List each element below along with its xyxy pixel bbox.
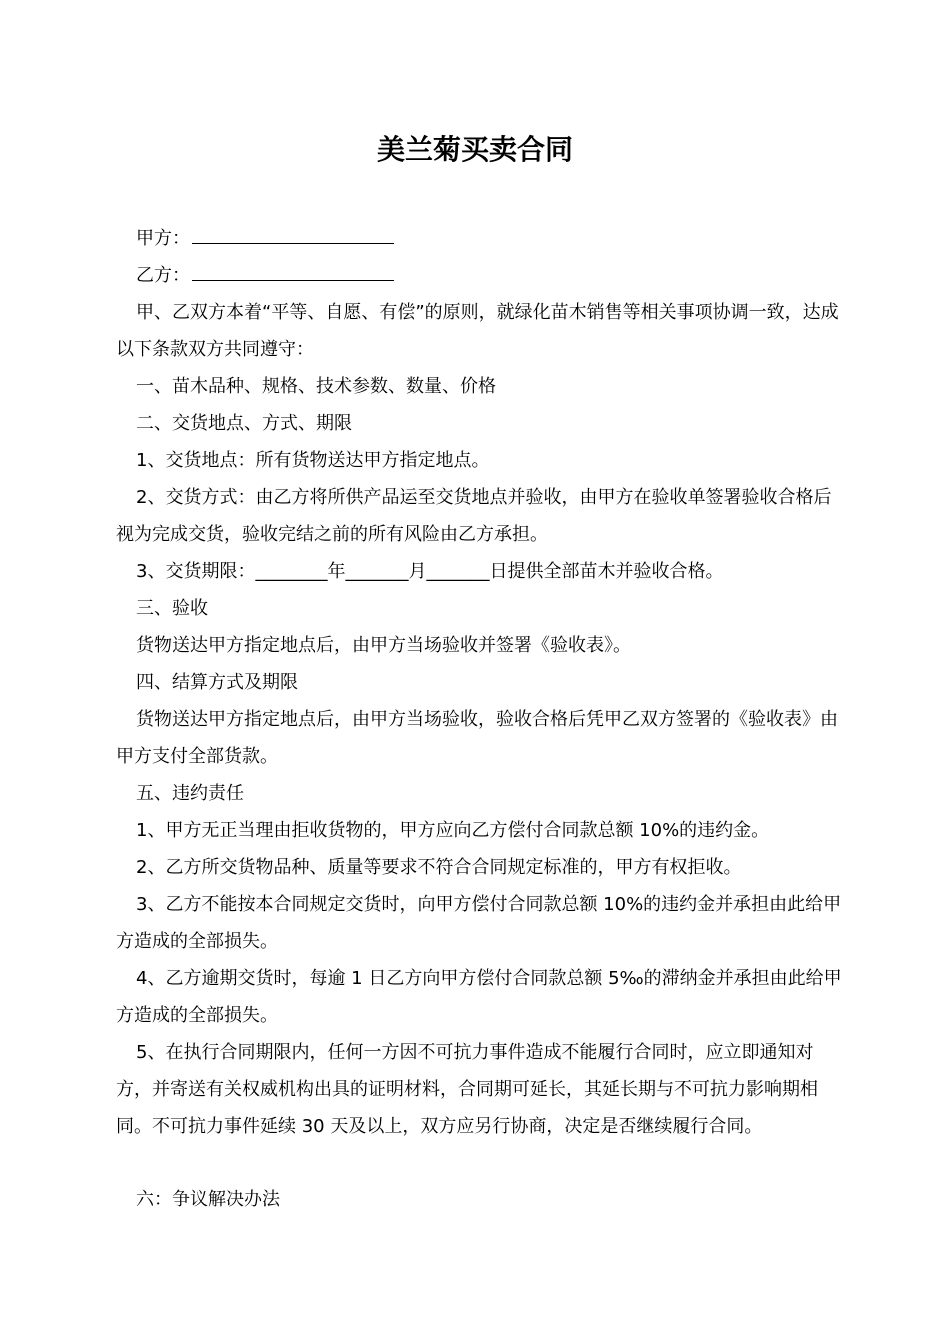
clause-5-1: 1、甲方无正当理由拒收货物的，甲方应向乙方偿付合同款总额 10%的违约金。 [136, 820, 770, 841]
section-4-heading: 四、结算方式及期限 [136, 672, 298, 693]
section-4-text: 货物送达甲方指定地点后，由甲方当场验收，验收合格后凭甲乙双方签署的《验收表》由甲方支付全部货款。 [116, 709, 838, 767]
section-6-heading: 六：争议解决办法 [136, 1189, 280, 1210]
document-title: 美兰菊买卖合同 [376, 133, 573, 166]
clause-2-1: 1、交货地点：所有货物送达甲方指定地点。 [136, 450, 490, 471]
intro-paragraph: 甲、乙双方本着“平等、自愿、有偿”的原则，就绿化苗木销售等相关事项协调一致，达成以下条款双方共同遵守： [116, 302, 839, 360]
section-5-heading: 五、违约责任 [136, 783, 244, 804]
party-a-blank[interactable] [192, 223, 394, 244]
section-2-heading: 二、交货地点、方式、期限 [136, 413, 352, 434]
clause-5-2: 2、乙方所交货物品种、质量等要求不符合合同规定标准的，甲方有权拒收。 [136, 857, 742, 878]
party-b-line [116, 257, 846, 294]
party-b-label: 乙方： [136, 265, 190, 286]
party-a-label: 甲方： [136, 228, 190, 249]
party-a-line [116, 220, 846, 257]
clause-5-5: 5、在执行合同期限内，任何一方因不可抗力事件造成不能履行合同时，应立即通知对方，并寄送有关权威机构出具的证明材料，合同期可延长，其延长期与不可抗力影响期相同。不可抗力事件延续 30 天及以上，双方应另行协商，决定是否继续履行合同。 [116, 1042, 818, 1137]
spacer [116, 1145, 846, 1181]
document-body [116, 220, 846, 1218]
clause-2-3: 3、交货期限：________年_______月_______日提供全部苗木并验收合格。 [136, 561, 724, 582]
section-3-text: 货物送达甲方指定地点后，由甲方当场验收并签署《验收表》。 [136, 635, 631, 656]
clause-2-2: 2、交货方式：由乙方将所供产品运至交货地点并验收，由甲方在验收单签署验收合格后视为完成交货，验收完结之前的所有风险由乙方承担。 [116, 487, 832, 545]
section-1-heading: 一、苗木品种、规格、技术参数、数量、价格 [136, 376, 496, 397]
section-3-heading: 三、验收 [136, 598, 208, 619]
clause-5-3: 3、乙方不能按本合同规定交货时，向甲方偿付合同款总额 10%的违约金并承担由此给甲方造成的全部损失。 [116, 894, 842, 952]
clause-5-4: 4、乙方逾期交货时，每逾 1 日乙方向甲方偿付合同款总额 5‰的滞纳金并承担由此给甲方造成的全部损失。 [116, 968, 842, 1026]
party-b-blank[interactable] [192, 260, 394, 281]
